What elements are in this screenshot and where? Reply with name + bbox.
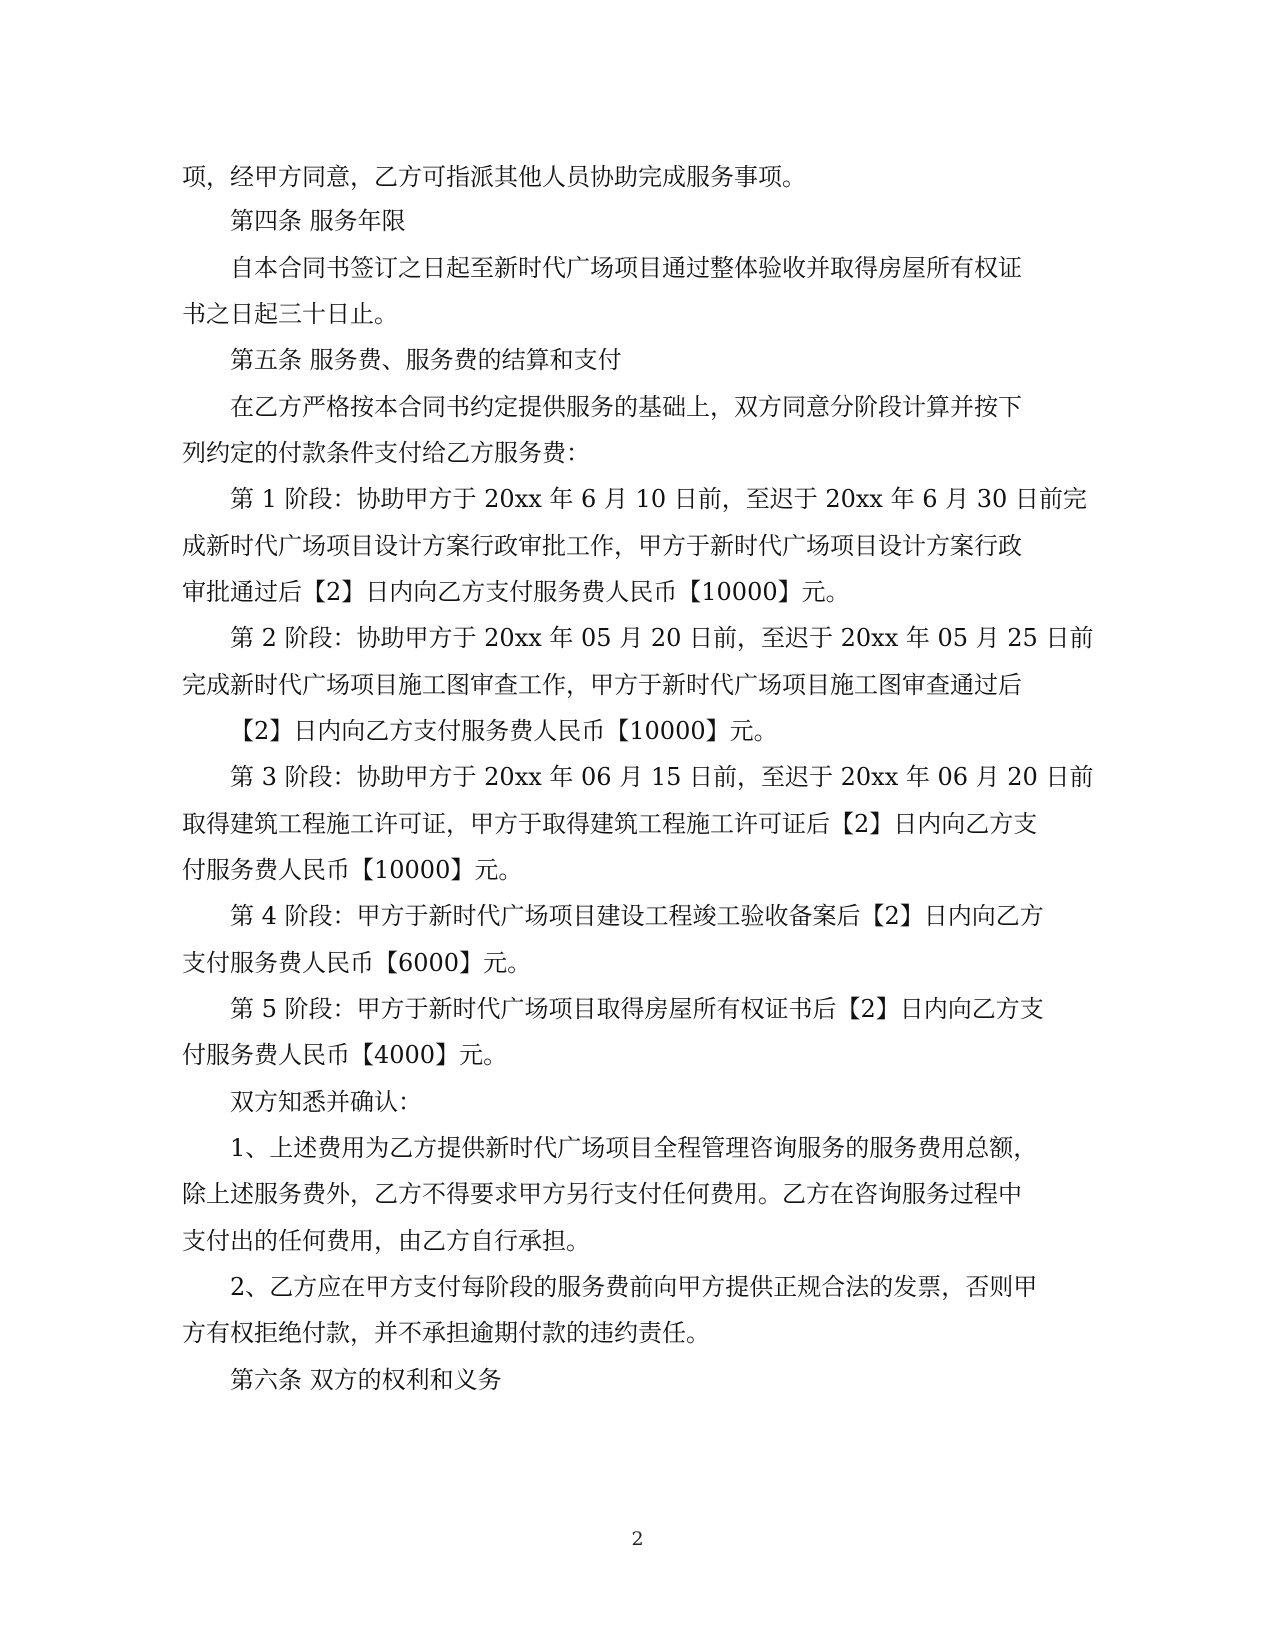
page-number: 2 — [631, 1528, 644, 1550]
body-line: 第 2 阶段：协助甲方于 20xx 年 05 月 20 日前，至迟于 20xx 年 05 月 25 日前 — [230, 624, 1094, 652]
body-line: 书之日起三十日止。 — [182, 300, 398, 328]
body-line: 审批通过后【2】日内向乙方支付服务费人民币【10000】元。 — [182, 578, 850, 606]
body-line: 双方知悉并确认： — [230, 1088, 422, 1116]
body-line: 第 4 阶段：甲方于新时代广场项目建设工程竣工验收备案后【2】日内向乙方 — [230, 902, 1044, 930]
body-line: 1、上述费用为乙方提供新时代广场项目全程管理咨询服务的服务费用总额， — [230, 1134, 1038, 1162]
body-line: 自本合同书签订之日起至新时代广场项目通过整体验收并取得房屋所有权证 — [230, 254, 1022, 282]
body-line: 项，经甲方同意，乙方可指派其他人员协助完成服务事项。 — [182, 163, 806, 191]
body-line: 取得建筑工程施工许可证，甲方于取得建筑工程施工许可证后【2】日内向乙方支 — [182, 810, 1038, 838]
body-line: 成新时代广场项目设计方案行政审批工作，甲方于新时代广场项目设计方案行政 — [182, 532, 1022, 560]
section-heading: 第五条 服务费、服务费的结算和支付 — [230, 346, 622, 374]
body-line: 列约定的付款条件支付给乙方服务费： — [182, 439, 590, 467]
body-line: 第 5 阶段：甲方于新时代广场项目取得房屋所有权证书后【2】日内向乙方支 — [230, 995, 1044, 1023]
body-line: 方有权拒绝付款，并不承担逾期付款的违约责任。 — [182, 1319, 710, 1347]
body-line: 第 3 阶段：协助甲方于 20xx 年 06 月 15 日前，至迟于 20xx 年 06 月 20 日前 — [230, 763, 1094, 791]
section-heading: 第四条 服务年限 — [230, 207, 406, 235]
body-line: 除上述服务费外，乙方不得要求甲方另行支付任何费用。乙方在咨询服务过程中 — [182, 1180, 1022, 1208]
body-line: 【2】日内向乙方支付服务费人民币【10000】元。 — [230, 717, 778, 745]
body-line: 在乙方严格按本合同书约定提供服务的基础上，双方同意分阶段计算并按下 — [230, 393, 1022, 421]
body-line: 2、乙方应在甲方支付每阶段的服务费前向甲方提供正规合法的发票，否则甲 — [230, 1273, 1038, 1301]
body-line: 支付服务费人民币【6000】元。 — [182, 949, 532, 977]
body-line: 完成新时代广场项目施工图审查工作，甲方于新时代广场项目施工图审查通过后 — [182, 671, 1022, 699]
body-line: 第 1 阶段：协助甲方于 20xx 年 6 月 10 日前，至迟于 20xx 年 6 月 30 日前完 — [230, 485, 1087, 513]
body-line: 付服务费人民币【4000】元。 — [182, 1041, 508, 1069]
body-line: 付服务费人民币【10000】元。 — [182, 856, 523, 884]
body-line: 支付出的任何费用，由乙方自行承担。 — [182, 1227, 590, 1255]
section-heading: 第六条 双方的权利和义务 — [230, 1366, 502, 1394]
